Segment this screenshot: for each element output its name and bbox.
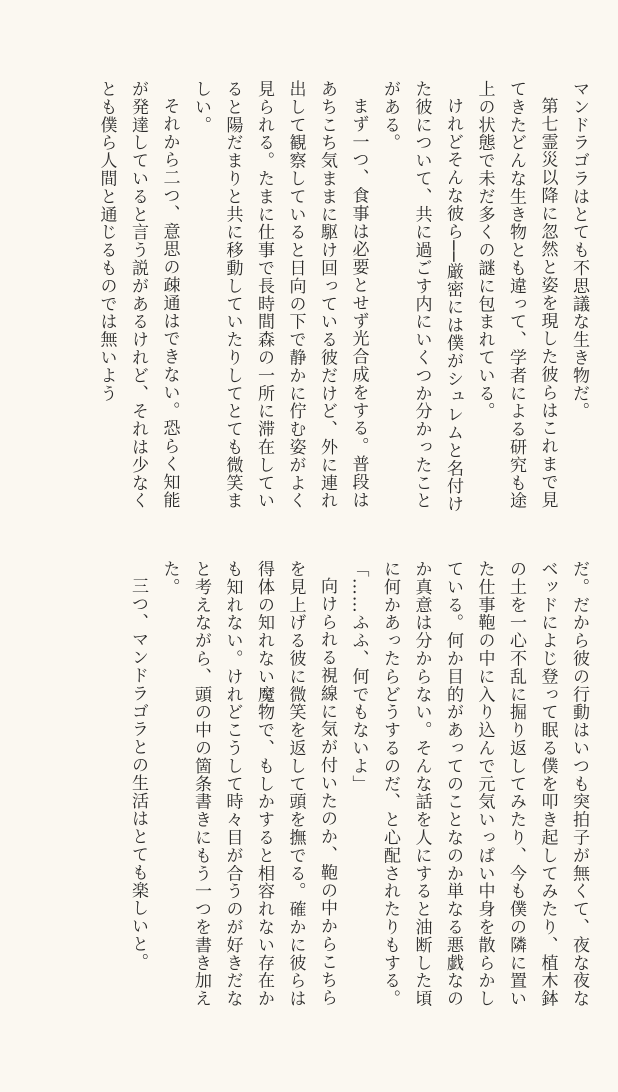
dialogue-line: 「……ふふ、何でもないよ」 [348, 560, 369, 793]
paragraph: まず一つ、食事は必要とせず光合成をする。普段はあちこち気ままに駆け回っている彼だけど、外に連れ出して観察していると日向の下で静かに佇む姿がよく見られる。たまに仕事で長時間森の一所に滞在していると陽だまりと共に移動していたりしてとても微笑ましい。 [191, 80, 369, 510]
paragraph: だ。だから彼の行動はいつも突拍子が無くて、夜な夜なベッドによじ登って眠る僕を叩き起してみたり、植木鉢の土を一心不乱に掘り返してみたり、今も僕の隣に置いた仕事鞄の中に入り込んで元気いっぱい中身を散らかしている。何か目的があってのことなのか単なる悪戯なのか真意は分からない。そんな話を人にすると油断した頃に何かあったらどうするのだ、と心配されたりもする。 [380, 560, 589, 1008]
paragraph: 三つ、マンドラゴラとの生活はとても楽しいと。 [128, 577, 148, 971]
text-block-upper [24, 80, 594, 520]
paragraph: それから二つ、意思の疎通はできない。恐らく知能が発達していると言う説があるけれど、それは少なくとも僕ら人間と通じるものでは無いよう [96, 80, 180, 510]
text-block-lower [24, 560, 594, 1015]
paragraph: 第七霊災以降に忽然と姿を現した彼らはこれまで見てきたどんな生き物とも違って、学者による研究も途上の状態で未だ多くの謎に包まれている。 [474, 80, 558, 510]
paragraph: 向けられる視線に気が付いたのか、鞄の中からこちらを見上げる彼に微笑を返して頭を撫でる。確かに彼らは得体の知れない魔物で、もしかすると相容れない存在かも知れない。けれどこうして時々目が合うのが好きだなと考えながら、頭の中の箇条書きにもう一つを書き加えた。 [159, 560, 337, 1008]
paragraph: けれどそんな彼ら──厳密には僕がシュレムと名付けた彼について、共に過ごす内にいくつか分かったことがある。 [380, 80, 463, 514]
paragraph: マンドラゴラはとても不思議な生き物だ。 [569, 80, 589, 421]
